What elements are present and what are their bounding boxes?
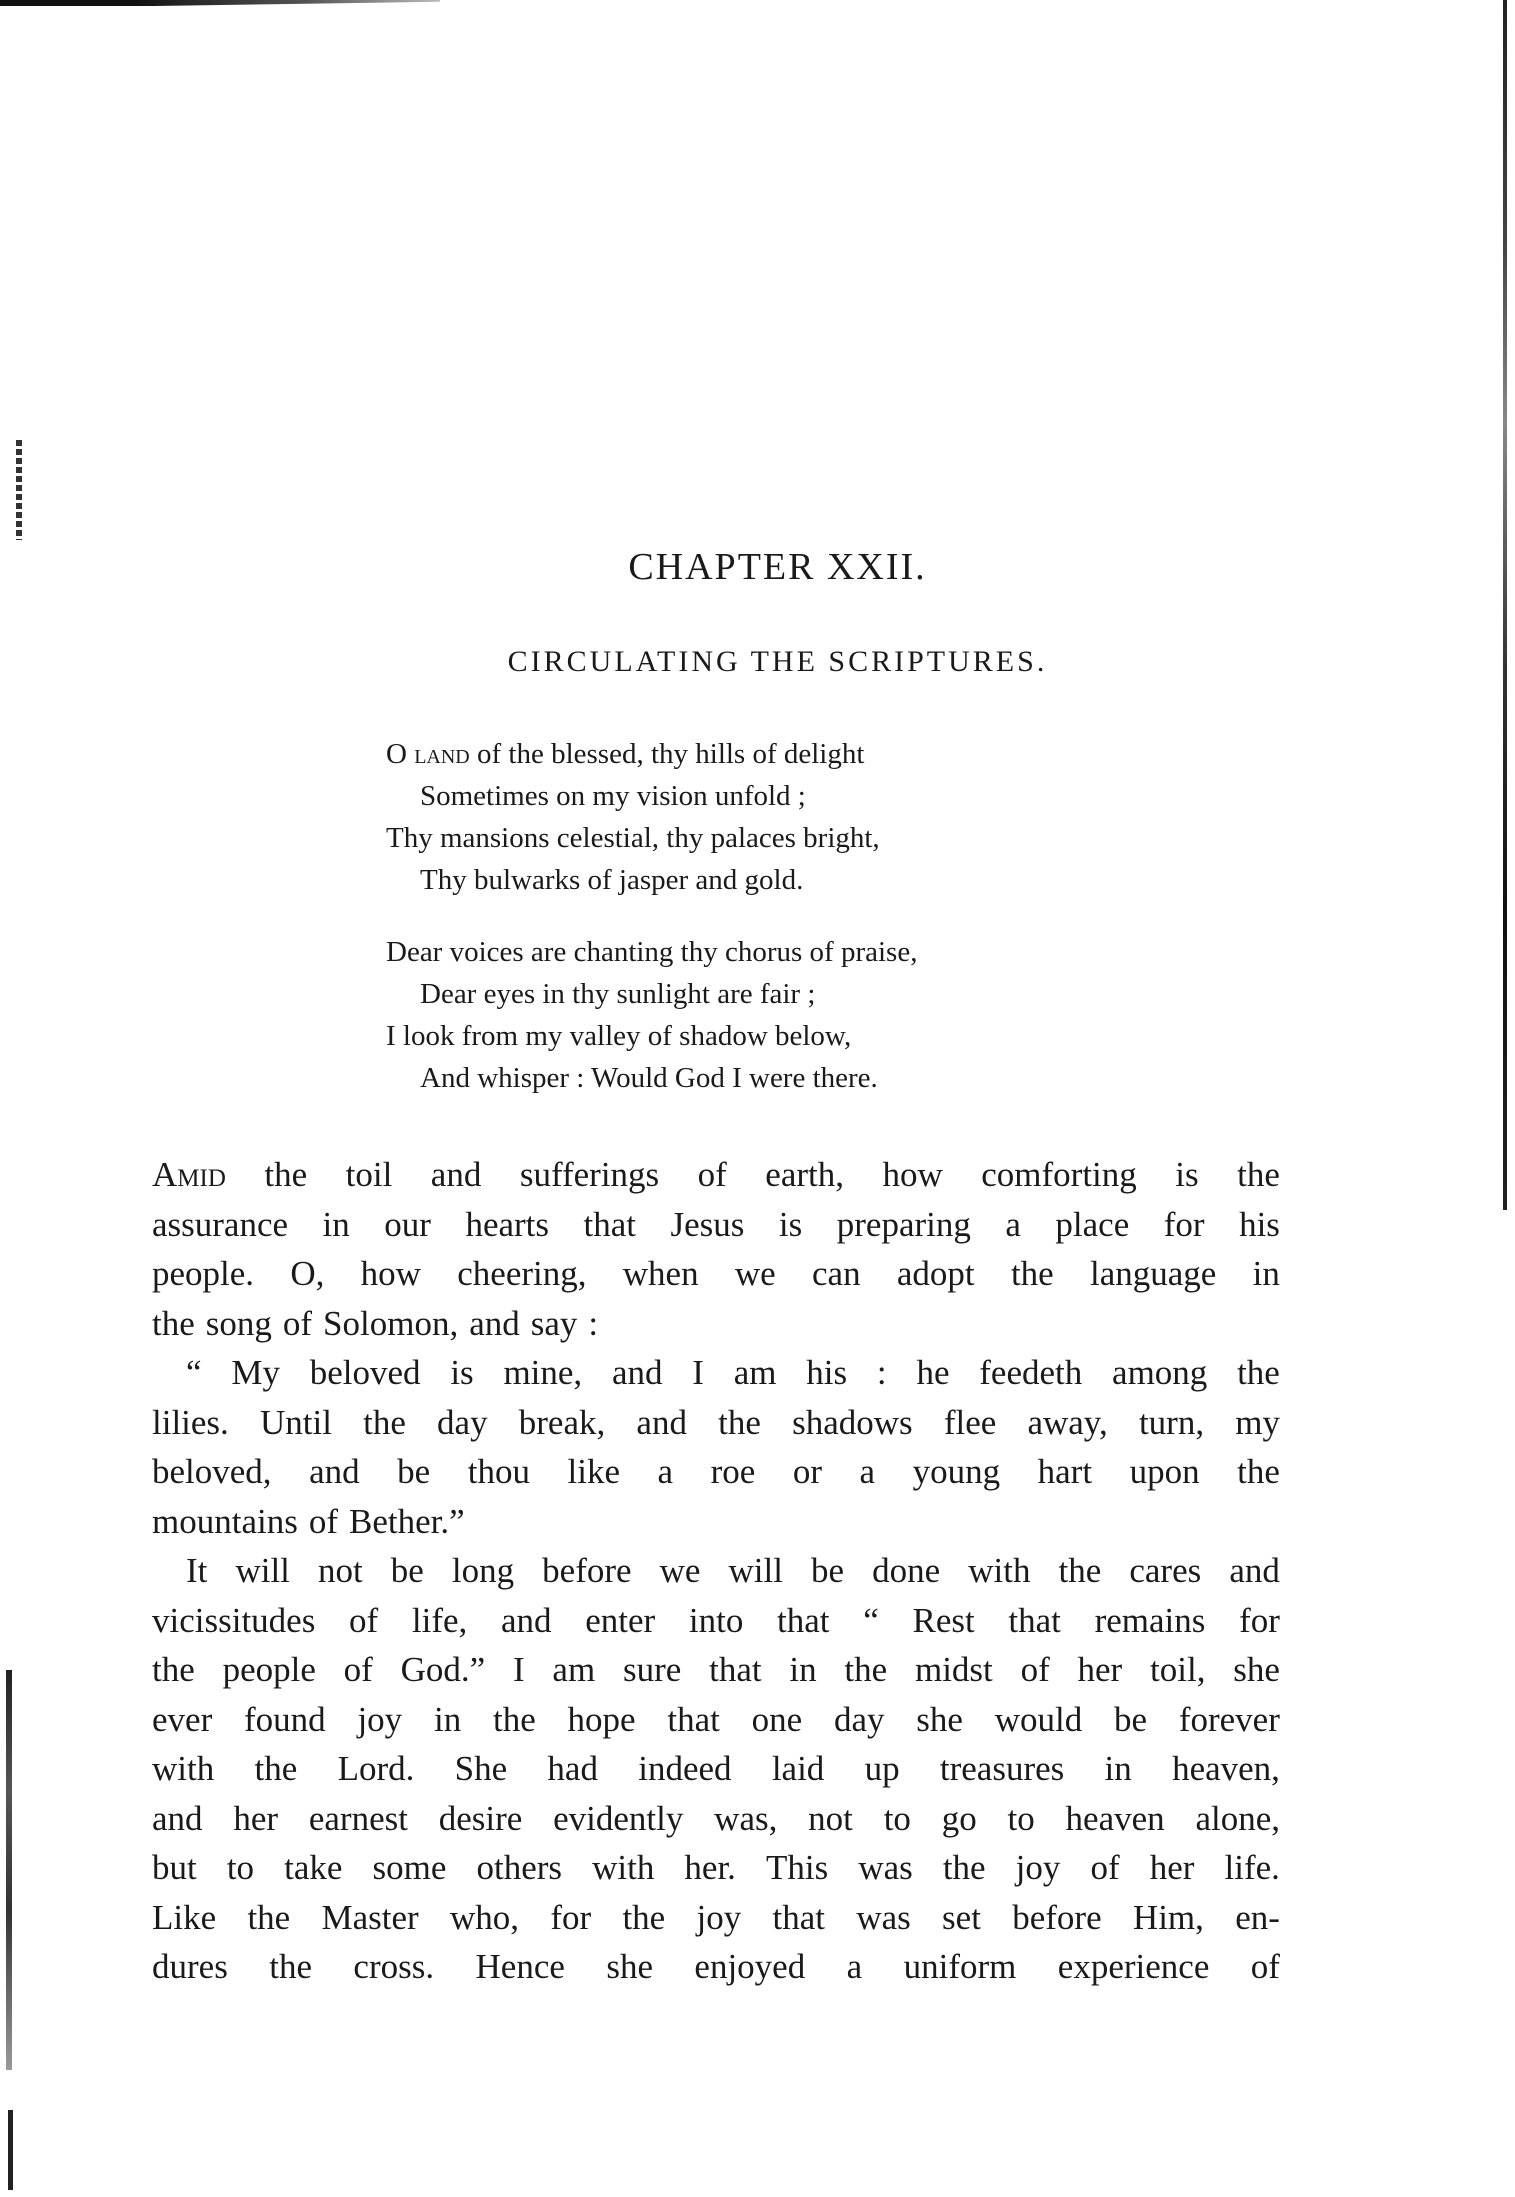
epigraph-poem [386,733,1186,1129]
body-line: with the Lord. She had indeed laid up treasures in heaven, [152,1749,1280,1788]
poem-line: Thy bulwarks of jasper and gold. [420,864,804,896]
body-line: lilies. Until the day break, and the shadows flee away, turn, my [152,1402,1280,1442]
poem-line: Dear voices are chanting thy chorus of praise, [386,936,918,968]
poem-line: Thy mansions celestial, thy palaces bright, [386,822,880,854]
poem-line: Sometimes on my vision unfold ; [420,780,806,812]
body-line: the song of Solomon, and say : [152,1303,599,1343]
body-line: but to take some others with her. This was the joy of her life. [152,1848,1280,1887]
poem-stanza [386,931,1186,1099]
body-line: and her earnest desire evidently was, not to go to heaven alone, [152,1798,1280,1838]
body-line: mountains of Bether.” [152,1501,465,1541]
body-line: dures the cross. Hence she enjoyed a uniform experience of [152,1947,1280,1986]
poem-line: Dear eyes in thy sunlight are fair ; [420,978,816,1010]
body-line: ever found joy in the hope that one day she would be forever [152,1699,1280,1739]
poem-line-text: of the blessed, thy hills of delight [469,738,865,770]
body-line: It will not be long before we will be done with the cares and [186,1551,1280,1590]
chapter-title: CHAPTER XXII. [628,546,927,588]
poem-line: And whisper : Would God I were there. [420,1062,878,1094]
body-line: people. O, how cheering, when we can adopt the language in [152,1254,1280,1293]
body-line: beloved, and be thou like a roe or a young hart upon the [152,1452,1280,1491]
body-line: assurance in our hearts that Jesus is preparing a place for his [152,1204,1280,1244]
poem-line: I look from my valley of shadow below, [386,1020,852,1052]
body-line: Amid the toil and sufferings of earth, how comforting is the [152,1155,1280,1194]
chapter-subtitle: CIRCULATING THE SCRIPTURES. [507,645,1048,678]
body-text [152,1150,1280,1992]
poem-stanza [386,733,1186,901]
poem-lead-words: O land [386,738,470,770]
body-line: vicissitudes of life, and enter into that “ Rest that remains for [152,1600,1280,1640]
body-line: the people of God.” I am sure that in the midst of her toil, she [152,1650,1280,1689]
poem-line [386,733,1186,775]
body-line: “ My beloved is mine, and I am his : he feedeth among the [186,1353,1280,1392]
body-line: Like the Master who, for the joy that was set before Him, en- [152,1897,1280,1937]
